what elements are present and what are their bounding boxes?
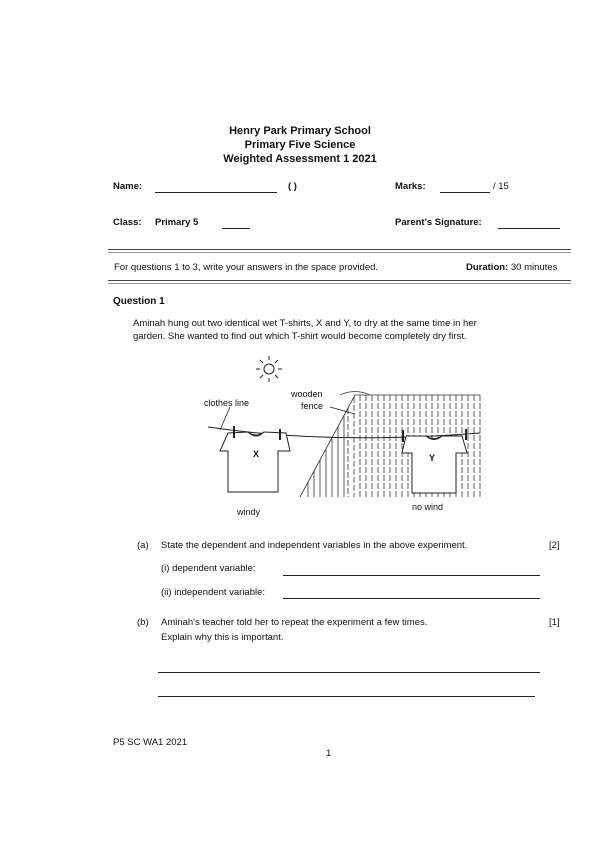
duration-label: Duration:	[466, 262, 509, 273]
drying-experiment-diagram	[190, 352, 500, 522]
class-label: Class:	[113, 217, 142, 228]
clothes-line-label: clothes line	[204, 398, 250, 408]
assessment-title: Weighted Assessment 1 2021	[223, 153, 377, 165]
wooden-label: wooden	[291, 389, 323, 399]
duration-value: 30 minutes	[510, 262, 558, 273]
marks-total: / 15	[493, 181, 509, 192]
part-a-sub-i: (i) dependent variable:	[161, 563, 256, 574]
fence-label: fence	[301, 401, 324, 411]
question-1-stem-line2: garden. She wanted to find out which T-shirt would become completely dry first.	[133, 331, 467, 342]
top-rule-2	[108, 252, 571, 253]
fence-pointer	[330, 407, 355, 414]
shirt-y-label: Y	[429, 453, 436, 463]
clothes-line-pointer	[220, 407, 230, 430]
page-number: 1	[326, 748, 332, 759]
name-answer-line[interactable]	[155, 192, 277, 193]
sun-icon	[256, 356, 282, 382]
part-a-label: (a)	[137, 540, 149, 551]
school-name: Henry Park Primary School	[229, 125, 371, 137]
question-1-stem-line1: Aminah hung out two identical wet T-shirts, X and Y, to dry at the same time in her	[133, 318, 477, 329]
subject-title: Primary Five Science	[244, 139, 356, 151]
index-brackets: ( )	[288, 181, 297, 192]
bottom-rule	[108, 280, 571, 281]
signature-line[interactable]	[498, 228, 560, 229]
name-label: Name:	[113, 181, 143, 192]
part-b-marks: [1]	[549, 617, 560, 628]
part-a-marks: [2]	[549, 540, 560, 551]
part-b-label: (b)	[137, 617, 149, 628]
bottom-rule-2	[108, 283, 571, 284]
class-line[interactable]	[222, 228, 250, 229]
independent-variable-answer-line[interactable]	[283, 598, 540, 599]
shirt-x-label: X	[253, 449, 260, 459]
windy-label: windy	[237, 507, 261, 517]
footer-code: P5 SC WA1 2021	[113, 737, 188, 748]
part-a-text: State the dependent and independent variables in the above experiment.	[161, 540, 468, 551]
dependent-variable-answer-line[interactable]	[283, 575, 540, 576]
question-1-title: Question 1	[113, 296, 165, 307]
t-shirt-x	[220, 426, 290, 492]
part-b-text-line2: Explain why this is important.	[161, 632, 284, 643]
marks-line[interactable]	[440, 192, 490, 193]
part-a-sub-ii: (ii) independent variable:	[161, 587, 266, 598]
class-value: Primary 5	[155, 217, 199, 228]
no-wind-label: no wind	[412, 502, 444, 512]
part-b-answer-line-1[interactable]	[158, 672, 540, 673]
marks-label: Marks:	[395, 181, 426, 192]
part-b-answer-line-2[interactable]	[158, 696, 535, 697]
instructions-text: For questions 1 to 3, write your answers in the space provided.	[114, 262, 379, 273]
top-rule	[108, 249, 571, 250]
part-b-text-line1: Aminah's teacher told her to repeat the experiment a few times.	[161, 617, 428, 628]
signature-label: Parent's Signature:	[395, 217, 482, 228]
